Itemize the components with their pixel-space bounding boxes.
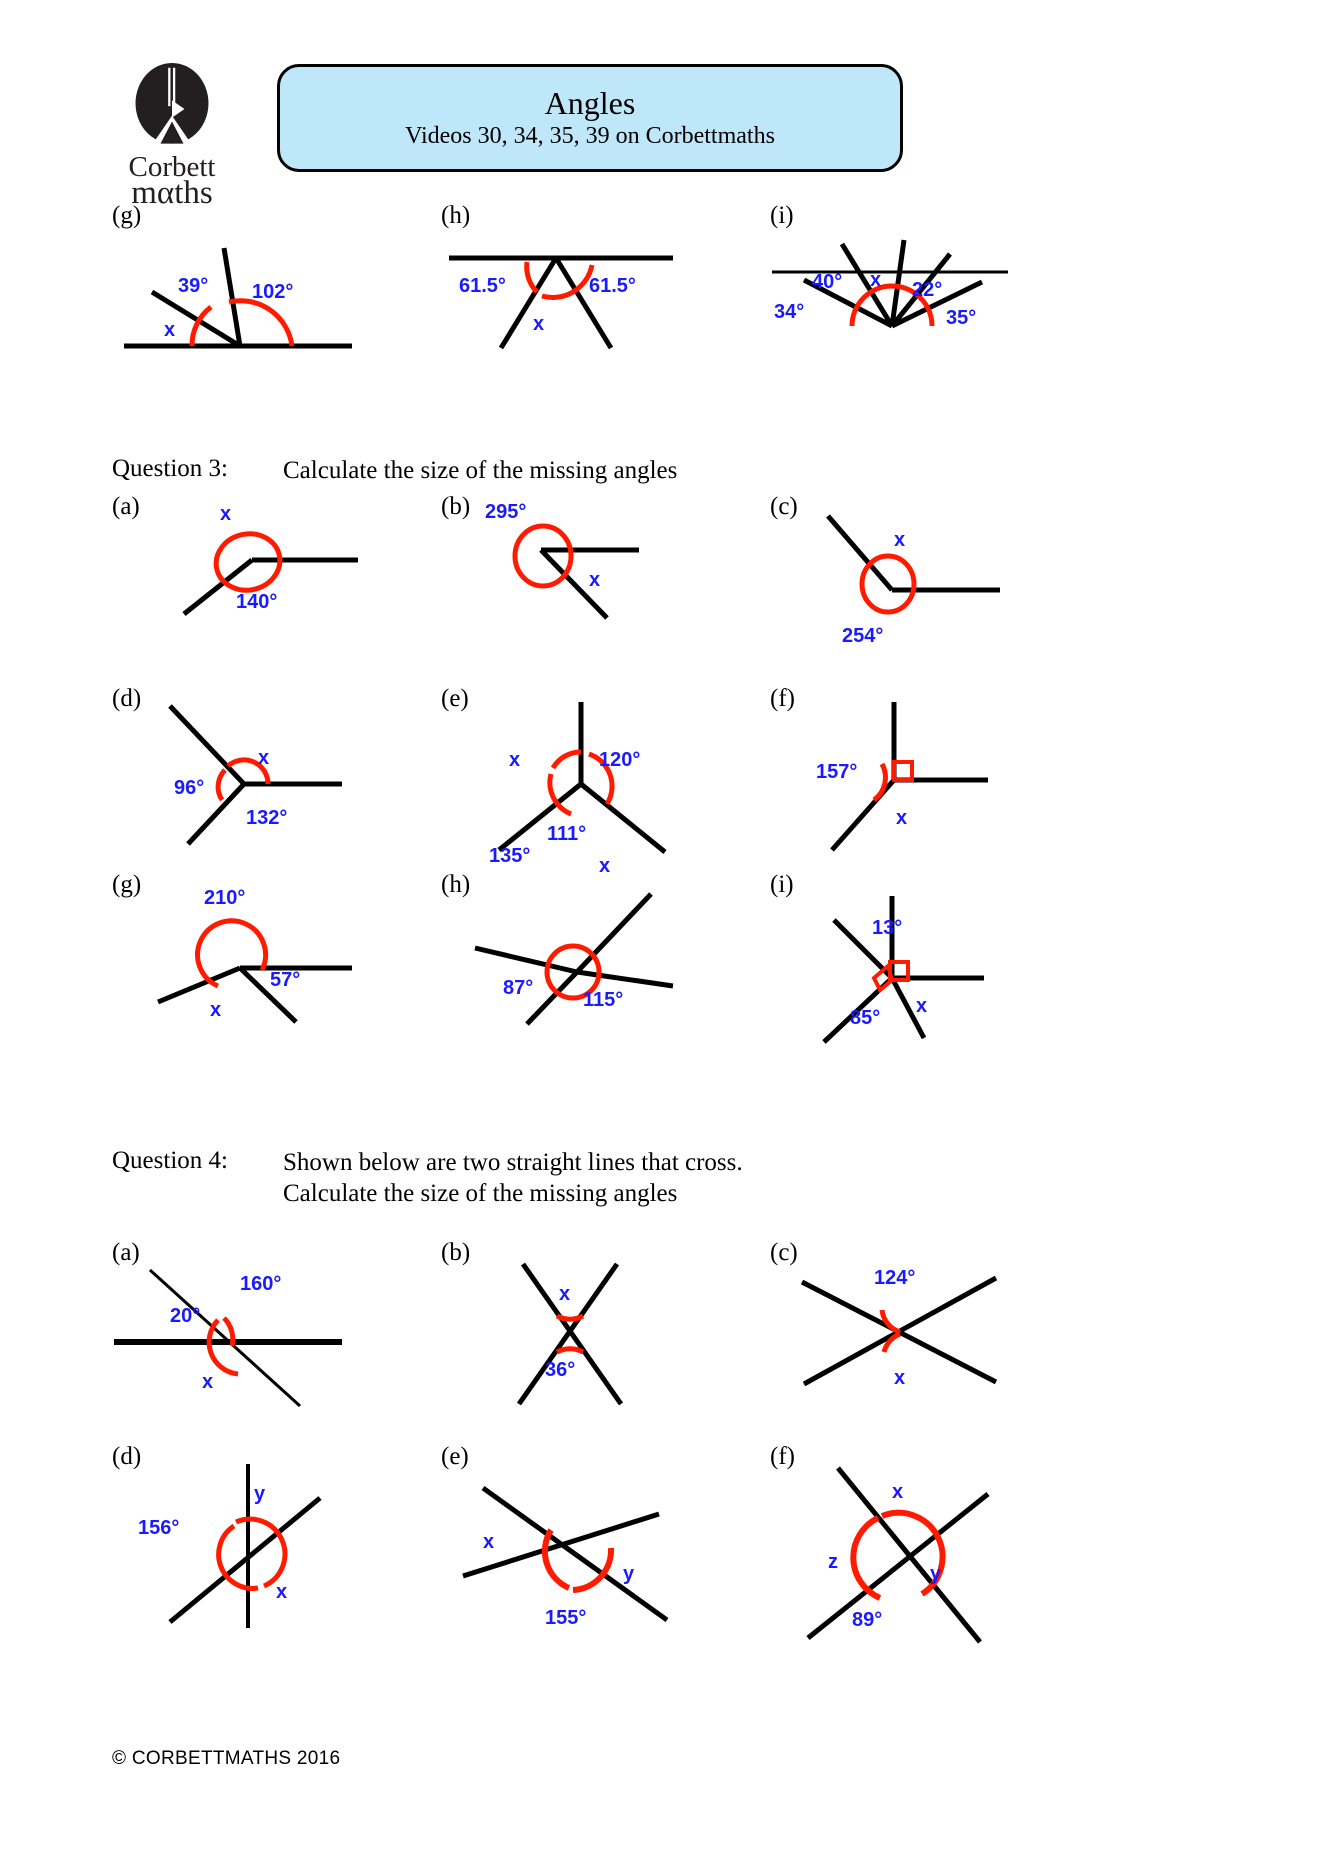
- annotation-q4-e-3: 155°: [545, 1607, 587, 1629]
- panel-label-q3-e: (e): [441, 685, 469, 712]
- annotation-q3-e-2: 120°: [599, 749, 641, 771]
- annotation-q3-f-2: x: [896, 807, 908, 829]
- corbettmaths-logo-icon: [124, 62, 220, 158]
- figure-q4-c: [770, 1256, 1040, 1406]
- figure-q3-g: [112, 887, 382, 1030]
- annotation-q3-e-1: x: [509, 749, 521, 771]
- figure-q3-h: [441, 845, 711, 1030]
- annotation-q3-a-2: 140°: [236, 591, 278, 613]
- panel-label-q2-i: (i): [770, 202, 794, 229]
- question4-number: Question 4:: [112, 1147, 228, 1174]
- annotation-q2-i-3: 22°: [912, 279, 943, 301]
- panel-label-q3-b: (b): [441, 493, 471, 520]
- annotation-q3-i-1: 13°: [872, 917, 903, 939]
- logo-line-2: mαths: [131, 175, 213, 211]
- copyright-footer: © CORBETTMATHS 2016: [112, 1748, 341, 1769]
- page-header: [0, 0, 1322, 211]
- figure-q4-f: [770, 1460, 1040, 1650]
- panel-label-q4-e: (e): [441, 1443, 469, 1470]
- annotation-q3-f-1: 157°: [816, 761, 858, 783]
- annotation-q4-c-1: 124°: [874, 1267, 916, 1289]
- annotation-q3-i-3: 85°: [850, 1007, 881, 1029]
- page-title: Angles: [544, 85, 636, 121]
- page-subtitle: Videos 30, 34, 35, 39 on Corbettmaths: [405, 123, 775, 149]
- annotation-q4-a-3: x: [202, 1371, 214, 1393]
- annotation-q4-f-3: y: [930, 1563, 942, 1585]
- annotation-q4-a-2: 20°: [170, 1305, 201, 1327]
- annotation-q4-b-2: 36°: [545, 1359, 576, 1381]
- figure-q3-b: [441, 501, 711, 620]
- figure-q3-e: [441, 700, 711, 860]
- question4-text-line2: Calculate the size of the missing angles: [283, 1180, 678, 1207]
- annotation-q3-g-1: 210°: [204, 887, 246, 909]
- annotation-q4-f-2: z: [828, 1551, 838, 1573]
- annotation-q3-b-2: x: [589, 569, 601, 591]
- annotation-q2-h-2: 61.5°: [589, 275, 636, 297]
- panel-label-q4-c: (c): [770, 1239, 798, 1266]
- figure-q3-d: [112, 700, 382, 850]
- annotation-q4-d-1: y: [254, 1483, 266, 1505]
- figure-q4-d: [112, 1460, 382, 1630]
- annotation-q4-f-1: x: [892, 1481, 904, 1503]
- annotation-q3-c-2: 254°: [842, 625, 884, 647]
- annotation-q4-c-2: x: [894, 1367, 906, 1389]
- panel-label-q4-f: (f): [770, 1443, 795, 1470]
- annotation-q4-d-3: x: [276, 1581, 288, 1603]
- site-logo: [112, 62, 232, 211]
- annotation-q4-a-1: 160°: [240, 1273, 282, 1295]
- annotation-q3-b-1: 295°: [485, 501, 527, 523]
- annotation-q4-f-4: 89°: [852, 1609, 883, 1631]
- panel-label-q3-c: (c): [770, 493, 798, 520]
- annotation-q3-g-3: x: [210, 999, 222, 1021]
- annotation-q3-d-1: x: [258, 747, 270, 769]
- figure-q3-f: [770, 700, 1040, 860]
- panel-label-q4-a: (a): [112, 1239, 140, 1266]
- figure-q2-h: [441, 230, 691, 360]
- question3-number: Question 3:: [112, 455, 228, 482]
- annotation-q3-d-3: 132°: [246, 807, 288, 829]
- annotation-q2-g-1: 39°: [178, 275, 209, 297]
- annotation-q2-h-1: 61.5°: [459, 275, 506, 297]
- annotation-q3-h-3: 87°: [503, 977, 534, 999]
- figure-q2-i: [770, 230, 1020, 360]
- panel-label-q3-f: (f): [770, 685, 795, 712]
- panel-label-q3-a: (a): [112, 493, 140, 520]
- annotation-q3-e-3: 111°: [547, 823, 587, 845]
- annotation-q3-h-4: 115°: [583, 989, 624, 1011]
- annotation-q2-i-2: x: [870, 269, 882, 291]
- annotation-q3-i-2: x: [916, 995, 928, 1017]
- figure-q4-a: [112, 1256, 382, 1406]
- annotation-q2-i-5: 35°: [946, 307, 977, 329]
- logo-wordmark: [112, 151, 232, 211]
- annotation-q4-e-2: y: [623, 1563, 635, 1585]
- figure-q3-a: [112, 503, 382, 620]
- panel-label-q3-g: (g): [112, 871, 142, 898]
- question3-text: Calculate the size of the missing angles: [283, 457, 678, 484]
- figure-q3-i: [770, 890, 1040, 1050]
- annotation-q2-i-4: 34°: [774, 301, 805, 323]
- panel-label-q3-i: (i): [770, 871, 794, 898]
- panel-label-q2-h: (h): [441, 202, 471, 229]
- figure-q4-e: [441, 1460, 711, 1630]
- annotation-q3-c-1: x: [894, 529, 906, 551]
- panel-label-q2-g: (g): [112, 202, 142, 229]
- question4-text-line1: Shown below are two straight lines that cross.: [283, 1149, 743, 1176]
- annotation-q4-e-1: x: [483, 1531, 495, 1553]
- panel-label-q4-b: (b): [441, 1239, 471, 1266]
- annotation-q2-g-3: x: [164, 319, 176, 341]
- annotation-q2-g-2: 102°: [252, 281, 294, 303]
- figure-q3-c: [770, 510, 1040, 647]
- figure-q4-b: [441, 1256, 711, 1406]
- annotation-q3-d-2: 96°: [174, 777, 205, 799]
- title-banner: [277, 64, 903, 172]
- panel-label-q4-d: (d): [112, 1443, 142, 1470]
- panel-label-q3-h: (h): [441, 871, 471, 898]
- annotation-q4-b-1: x: [559, 1283, 571, 1305]
- figure-q2-g: [112, 230, 362, 360]
- annotation-q3-h-1: 135°: [489, 845, 531, 867]
- annotation-q2-h-3: x: [533, 313, 545, 335]
- annotation-q3-g-2: 57°: [270, 969, 301, 991]
- annotation-q4-d-2: 156°: [138, 1517, 180, 1539]
- annotation-q3-h-2: x: [599, 855, 611, 877]
- panel-label-q3-d: (d): [112, 685, 142, 712]
- annotation-q2-i-1: 40°: [812, 271, 843, 293]
- logo-line-1: Corbett: [128, 151, 216, 183]
- annotation-q3-a-1: x: [220, 503, 232, 525]
